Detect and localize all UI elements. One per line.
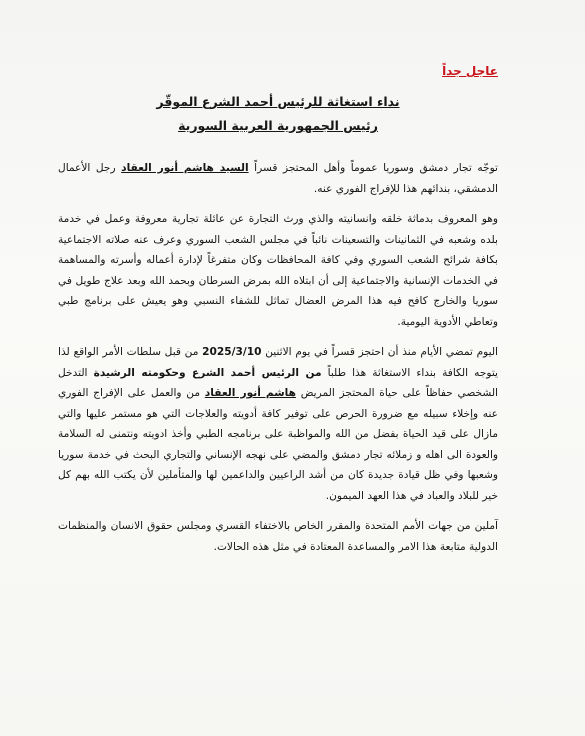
paragraph-closing: آملين من جهات الأمم المتحدة والمقرر الخاص بالاختفاء القسري ومجلس حقوق الانسان والمنظمات الدولية متابعة هذا الامر والمساعدة المعتادة في مثل هذه الحالات. xyxy=(58,520,498,553)
letter-subtitle: رئيس الجمهورية العربية السورية xyxy=(178,118,378,133)
paragraph-text: من قبل سلطات الأمر الواقع لذا يتوجه الكافة بنداء الاستغاثة هذا طلباً xyxy=(58,346,499,379)
paragraph-appeal-intro xyxy=(58,158,498,199)
paragraph-text: توجّه تجار دمشق وسوريا عموماً وأهل المحتجز قسراً xyxy=(248,162,498,174)
paragraph-text: رجل الأعمال الدمشقي، بندائهم هذا للإفراج الفوري عنه. xyxy=(58,162,498,195)
paragraph-biography: وهو المعروف بدماثة خلقه وانسانيته والذي ورث التجارة عن عائلة تجارية معروفة وعمل في خدمة بلده وشعبه في الثمانينات والتسعينات نائباً في مجلس الشعب السوري وعرف عنه صلاته الاجتماعية بكافة شرائح الشعب السوري وفي كافة المحافظات وكان متفرغاً لإدارة أعماله وأسرته والمساهمة في الخدمات الإنسانية والاجتماعية إلى أن ابتلاه الله بمرض السرطان وبحمد الله وبعد علاج طويل في سوريا والخارج كافح فيه هذا المرض العضال تماثل للشفاء النسبي وهو يعيش على برنامج طبي وتعاطي الأدوية اليومية. xyxy=(58,213,498,328)
paragraph-request xyxy=(58,342,498,506)
letter-title: نداء استغاثة للرئيس أحمد الشرع الموقّر xyxy=(156,94,400,109)
paragraph-text: من والعمل على الإفراج الفوري عنه وإخلاء سبيله مع ضرورة الحرص على توفير كافة أدويته والعلاجات التي هو مستمر عليها والتي مازال على قيد الحياة بفضل من الله والمواظبة على برنامجه الطبي وأخذ ادويته ونتمنى له السلامة والعودة الى اهله و زملائه تجار دمشق والمضي على نهجه الإنساني والتجاري البحث في خدمة سوريا وشعبها وفي ظل قيادة جديدة كان من أشد الراعيين والداعمين لها والمتأملين لأن يكتب الله بهم كل خير للبلاد والعباد في هذا العهد الميمون. xyxy=(58,387,498,502)
paragraph-text: اليوم تمضي الأيام منذ أن احتجز قسراً في يوم الاثنين xyxy=(261,346,499,358)
detainee-name: السيد هاشم أنور العقاد xyxy=(121,162,249,174)
detainee-name: هاشم أنور العقاد xyxy=(204,387,296,399)
addressee-phrase: من الرئيس أحمد الشرع وحكومته الرشيدة xyxy=(93,366,322,379)
letter-document xyxy=(58,60,498,567)
urgent-label: عاجل جداً xyxy=(442,64,498,78)
paragraph-text: التدخل الشخصي حفاظاً على حياة المحتجز المريض xyxy=(58,366,498,399)
detention-date: 2025/3/10 xyxy=(202,346,262,358)
